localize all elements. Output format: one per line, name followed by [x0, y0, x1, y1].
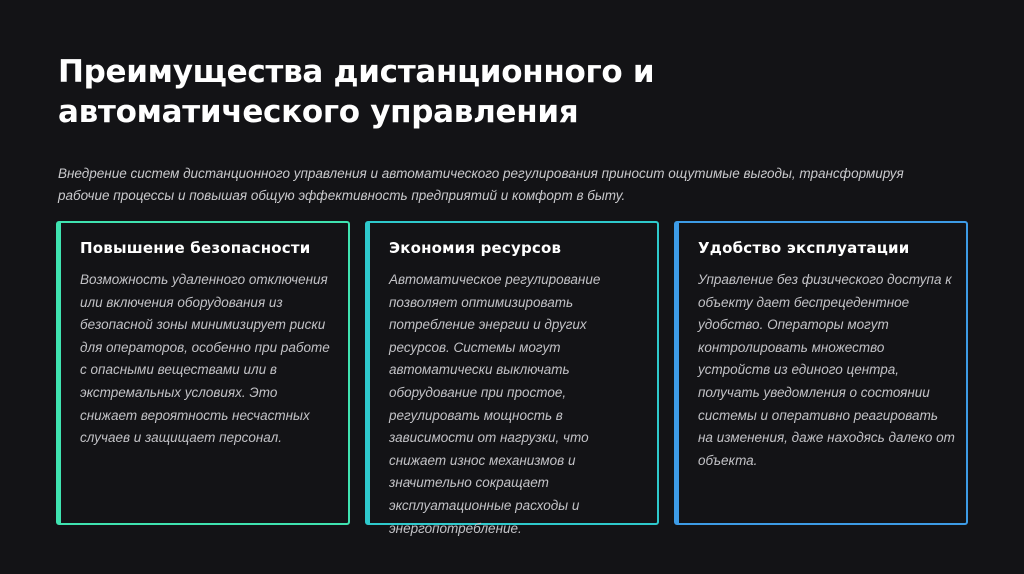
card-text: Возможность удаленного отключения или включения оборудования из безопасной зоны минимизирует риски для операторов, особенно при работе с опасными веществами или в экстремальных условиях. Это снижает вероятность несчастных случаев и защищает персонал. [80, 272, 330, 446]
card-text: Управление без физического доступа к объекту дает беспрецедентное удобство. Операторы могут контролировать множество устройств из единого центра, получать уведомления о состоянии системы и оперативно реагировать на изменения, даже находясь далеко от объекта. [698, 272, 955, 468]
slide-subtitle: Внедрение систем дистанционного управления и автоматического регулирования приносит ощутимые выгоды, трансформируя рабочие процессы и повышая общую эффективность предприятий и комфорт в быту. [58, 166, 904, 203]
card-title: Повышение безопасности [80, 239, 311, 257]
card-title: Удобство эксплуатации [698, 239, 910, 257]
card-ease-of-operation [674, 221, 968, 525]
card-text: Автоматическое регулирование позволяет оптимизировать потребление энергии и других ресурсов. Системы могут автоматически выключать оборудование при простое, регулировать мощность в зависимости от нагрузки, что снижает износ механизмов и значительно сокращает эксплуатационные расходы и энергопотребление. [389, 272, 601, 536]
slide-title: Преимущества дистанционного и автоматического управления [58, 54, 655, 130]
card-title: Экономия ресурсов [389, 239, 562, 257]
card-safety [56, 221, 350, 525]
card-resource-savings [365, 221, 659, 536]
